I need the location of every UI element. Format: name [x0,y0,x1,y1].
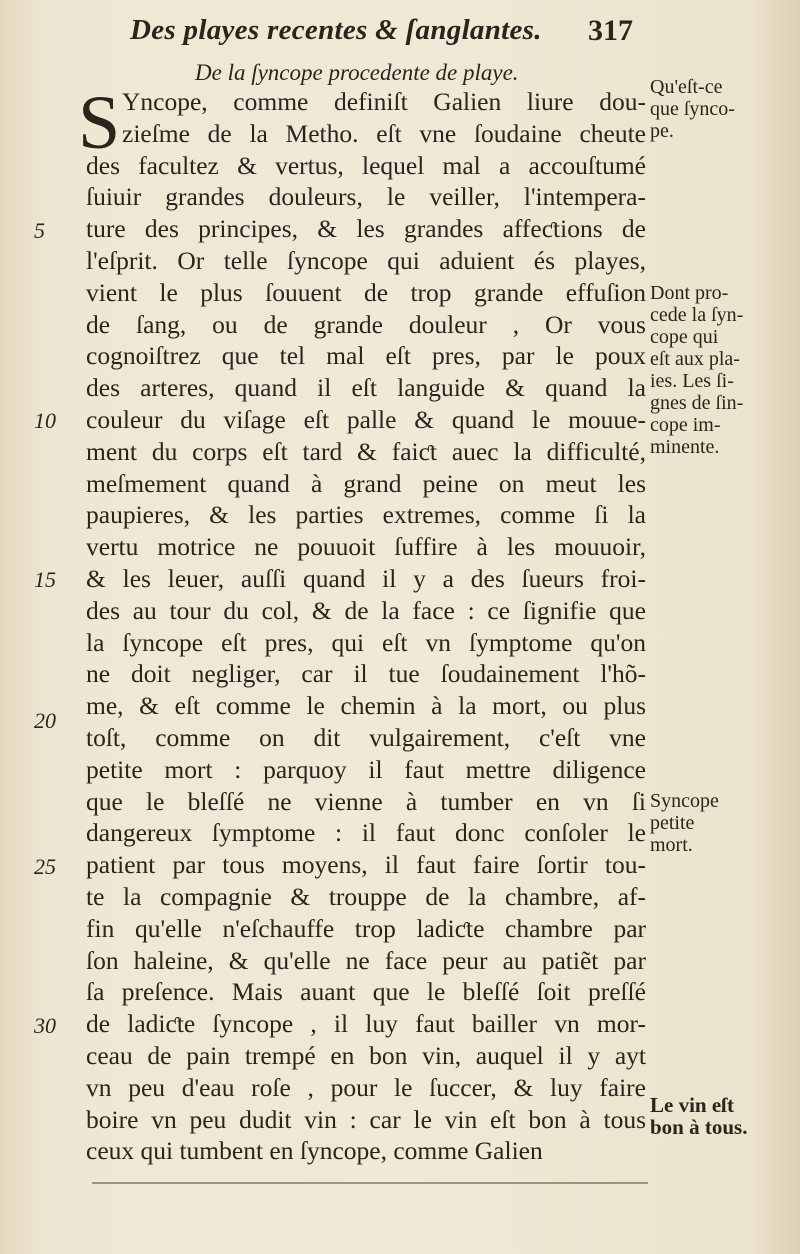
text-line: Yncope, comme definiſt Galien liure dou- [122,87,646,116]
text-line: te la compagnie & trouppe de la chambre, af- [86,881,646,911]
sidenote-line: minente. [650,436,720,458]
text-line: ment du corps eſt tard & faiƈt auec la difficulté, [86,436,646,466]
text-line: la ſyncope eſt pres, qui eſt vn ſymptome qu'on [86,627,646,657]
text-line: des au tour du col, & de la face : ce ſignifie que [86,595,646,625]
text-line: boire vn peu dudit vin : car le vin eſt bon à tous [86,1104,646,1134]
sidenote-line: pe. [650,120,674,142]
text-line: ſuiuir grandes douleurs, le veiller, l'intempera- [86,182,646,212]
sidenote-line: ies. Les ſi- [650,370,734,392]
text-line: ceux qui tumbent en ſyncope, comme Galien [86,1136,543,1166]
sidenote-line: Dont pro- [650,282,729,304]
sidenote-wine [650,1094,768,1138]
text-line: fin qu'elle n'eſchauffe trop ladiƈte chambre par [86,913,646,943]
sidenote-line: Le vin eſt [650,1093,734,1117]
line-number: 30 [34,1013,56,1038]
text-line: zieſme de la Metho. eſt vne ſoudaine cheute [122,118,646,148]
text-line: petite mort : parquoy il faut mettre diligence [86,754,646,784]
text-line: vertu motrice ne pouuoit ſuffire à les mouuoir, [86,532,646,562]
text-line: vn peu d'eau roſe , pour le ſuccer, & luy faire [86,1072,646,1102]
text-line: ne doit negliger, car il tue ſoudainement l'hõ- [86,659,646,689]
text-line: dangereux ſymptome : il faut donc conſoler le [86,818,646,848]
sidenote-line: cope qui [650,326,719,348]
sidenote-line: petite [650,812,695,834]
line-number: 20 [34,708,56,733]
text-line: que le bleſſé ne vienne à tumber en vn ſi [86,786,646,816]
line-number: 5 [34,218,45,243]
sidenote-line: Syncope [650,790,719,812]
catchword-rule [92,1182,648,1184]
page-number: 317 [588,14,633,47]
section-title: De la ſyncope procedente de playe. [195,60,519,85]
text-line: cognoiſtrez que tel mal eſt pres, par le poux [86,341,646,371]
sidenote-line: Qu'eſt-ce [650,76,723,98]
text-line: couleur du viſage eſt palle & quand le mouue- [86,404,646,434]
sidenote-line: bon à tous. [650,1115,748,1139]
text-line: vient le plus ſouuent de trop grande effuſion [86,277,646,307]
line-number: 25 [34,854,56,879]
sidenote-line: gnes de ſin- [650,392,744,414]
text-line: l'eſprit. Or telle ſyncope qui aduient és playes, [86,245,646,275]
sidenote-line: cede la ſyn- [650,304,744,326]
line-number: 10 [34,408,56,433]
sidenote-petite-mort [650,790,768,856]
drop-cap: S [78,81,121,165]
line-number: 15 [34,567,56,592]
sidenote-line: cope im- [650,414,721,436]
text-line: ſa preſence. Mais auant que le bleſſé ſoit preſſé [86,977,646,1007]
text-line: ſon haleine, & qu'elle ne face peur au patiẽt par [86,945,646,975]
text-line: de ſang, ou de grande douleur , Or vous [86,309,646,339]
text-line: ture des principes, & les grandes affeƈtions de [86,214,646,244]
text-line: me, & eſt comme le chemin à la mort, ou plus [86,691,646,721]
body-text [86,86,646,1167]
text-line: patient par tous moyens, il faut faire ſortir tou- [86,850,646,880]
text-line: meſmement quand à grand peine on meut les [86,468,646,498]
sidenote-line: eſt aux pla- [650,348,740,370]
text-line: de ladiƈte ſyncope , il luy faut bailler vn mor- [86,1009,646,1039]
text-line: & les leuer, auſſi quand il y a des ſueurs froi- [86,563,646,593]
text-line: paupieres, & les parties extremes, comme ſi la [86,500,646,530]
running-title: Des playes recentes & ſanglantes. [130,14,542,46]
sidenote-definition [650,76,768,142]
sidenote-line: que ſynco- [650,98,735,120]
text-line: toſt, comme on dit vulgairement, c'eſt vne [86,722,646,752]
sidenote-line: mort. [650,834,693,856]
text-line: des arteres, quand il eſt languide & quand la [86,373,646,403]
sidenote-causes-signs [650,282,768,458]
text-line: ceau de pain trempé en bon vin, auquel il y ayt [86,1040,646,1070]
text-line: des facultez & vertus, lequel mal a accouſtumé [86,150,646,180]
